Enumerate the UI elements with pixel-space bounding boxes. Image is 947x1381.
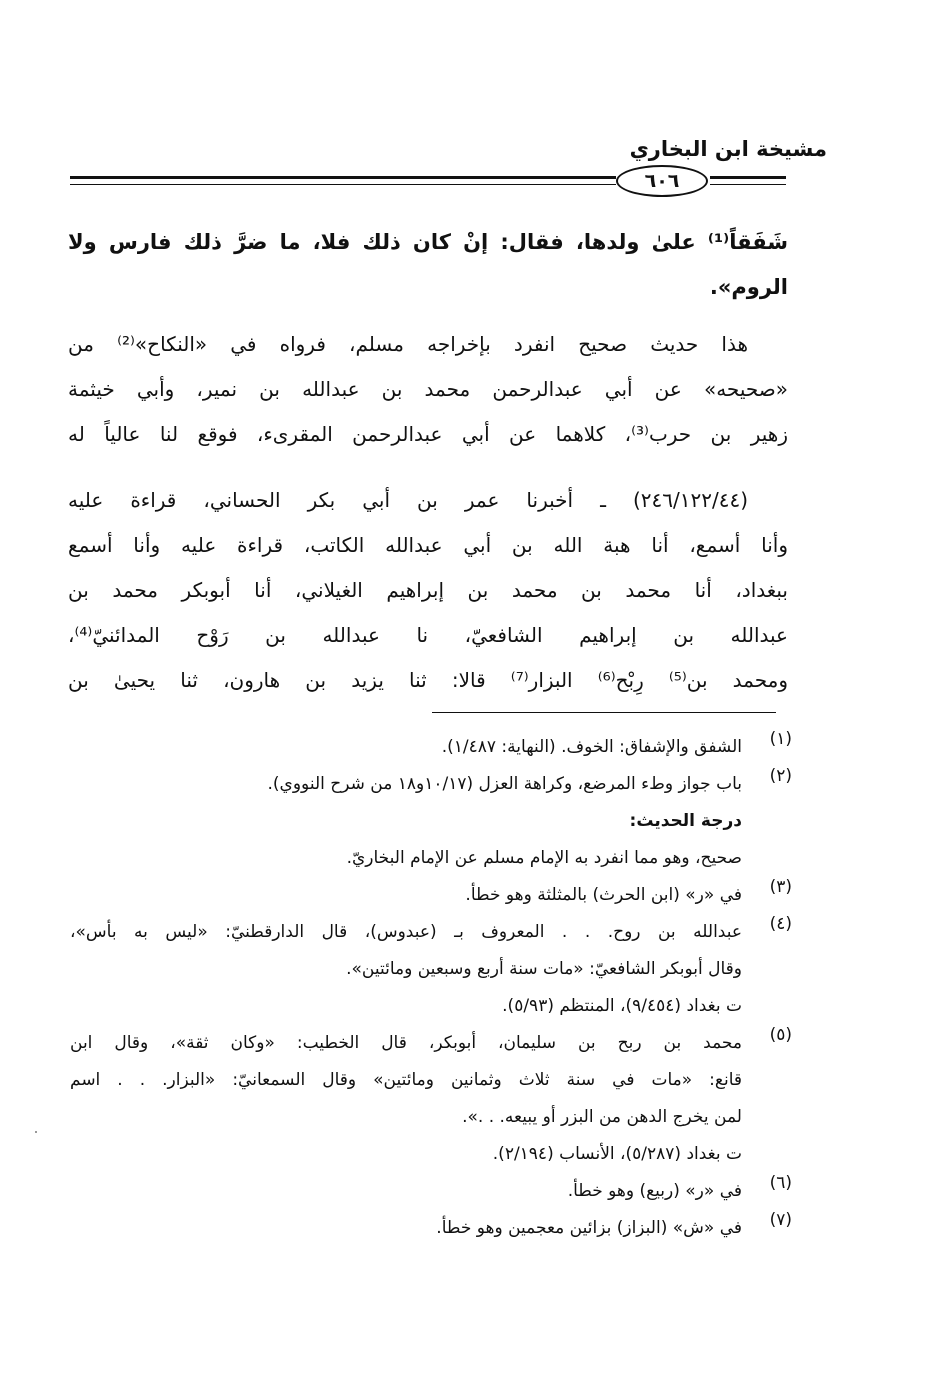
footnote-number: (٢) bbox=[769, 766, 792, 786]
paragraph-hadith-end bbox=[68, 220, 788, 310]
page-number: ٦٠٦ bbox=[616, 165, 708, 197]
footnote-line: صحيح، وهو مما انفرد به الإمام مسلم عن الإمام البخاريّ. bbox=[346, 848, 742, 868]
footnote-6 bbox=[70, 1173, 792, 1210]
footnote-separator bbox=[432, 712, 776, 713]
footnote-number: (٥) bbox=[769, 1025, 792, 1045]
running-header-title: مشيخة ابن البخاري bbox=[629, 137, 827, 161]
footnote-line: في «ر» (ربيع) وهو خطأ. bbox=[567, 1181, 742, 1201]
footnote-line: الشفق والإشفاق: الخوف. (النهاية: ١/٤٨٧). bbox=[441, 737, 742, 757]
footnote-2 bbox=[70, 766, 792, 877]
text-line: هذا حديث صحيح انفرد بإخراجه مسلم، فرواه في «النكاح»⁽²⁾ من bbox=[68, 332, 748, 356]
footnote-line: عبدالله بن روح. . . المعروف بـ (عبدوس)، قال الدارقطنيّ: «ليس به بأس»، bbox=[70, 922, 742, 942]
text-line: وأنا أسمع، أنا هبة الله بن أبي عبدالله الكاتب، قراءة عليه وأنا أسمع bbox=[68, 533, 788, 557]
footnote-line: لمن يخرج الدهن من البزر أو يبيعه. . .». bbox=[462, 1107, 742, 1127]
text-line: الروم». bbox=[709, 275, 788, 299]
footnote-1 bbox=[70, 729, 792, 766]
text-line: شَفَقاً⁽¹⁾ علىٰ ولدها، فقال: إنْ كان ذلك فلا، ما ضرَّ ذلك فارس ولا bbox=[68, 230, 788, 254]
footnote-line: ت بغداد (٩/٤٥٤)، المنتظم (٥/٩٣). bbox=[502, 996, 742, 1016]
header-rule-thin bbox=[70, 184, 616, 185]
paragraph-isnad bbox=[68, 478, 788, 703]
paragraph-commentary bbox=[68, 322, 788, 457]
footnotes bbox=[70, 729, 792, 1247]
footnote-line: قانع: «مات في سنة ثلاث وثمانين ومائتين» وقال السمعانيّ: «البزار. . . اسم bbox=[70, 1070, 742, 1090]
text-line: «صحيحه» عن أبي عبدالرحمن محمد بن عبدالله بن نمير، وأبي خيثمة bbox=[68, 377, 788, 401]
text-line: ببغداد، أنا محمد بن محمد بن إبراهيم الغيلاني، أنا أبوبكر محمد بن bbox=[68, 578, 788, 602]
footnote-5 bbox=[70, 1025, 792, 1173]
footnote-number: (٣) bbox=[769, 877, 792, 897]
footnote-7 bbox=[70, 1210, 792, 1247]
footnote-4 bbox=[70, 914, 792, 1025]
footnote-number: (٧) bbox=[769, 1210, 792, 1230]
footnote-line: ت بغداد (٥/٢٨٧)، الأنساب (٢/١٩٤). bbox=[492, 1144, 742, 1164]
footnote-line: في «ش» (البزاز) بزائين معجمين وهو خطأ. bbox=[436, 1218, 742, 1238]
header-rule-right-thick bbox=[710, 176, 786, 179]
footnote-line: محمد بن ربح بن سليمان، أبوبكر، قال الخطيب: «وكان ثقة»، وقال ابن bbox=[70, 1033, 742, 1053]
header-rule-thick bbox=[70, 176, 616, 179]
footnote-3 bbox=[70, 877, 792, 914]
footnote-number: (٦) bbox=[769, 1173, 792, 1193]
text-line: (٢٤٦/١٢٢/٤٤) ـ أخبرنا عمر بن أبي بكر الحساني، قراءة عليه bbox=[68, 488, 748, 512]
scan-speck bbox=[35, 1131, 37, 1133]
text-line: عبدالله بن إبراهيم الشافعيّ، نا عبدالله بن رَوْح المدائنيّ⁽⁴⁾، bbox=[68, 623, 788, 647]
footnote-line: درجة الحديث: bbox=[629, 811, 742, 831]
footnote-line: باب جواز وطء المرضع، وكراهة العزل (١٠/١٧و١٨ من شرح النووي). bbox=[267, 774, 742, 794]
text-line: ومحمد بن⁽⁵⁾ رِبْح⁽⁶⁾ البزار⁽⁷⁾ قالا: ثنا يزيد بن هارون، ثنا يحيىٰ بن bbox=[68, 668, 788, 692]
footnote-number: (١) bbox=[769, 729, 792, 749]
header-rule-right-thin bbox=[710, 184, 786, 185]
footnote-line: وقال أبوبكر الشافعيّ: «مات سنة أربع وسبعين ومائتين». bbox=[346, 959, 742, 979]
footnote-number: (٤) bbox=[769, 914, 792, 934]
footnote-line: في «ر» (ابن الحرث) بالمثلثة وهو خطأ. bbox=[465, 885, 742, 905]
text-line: زهير بن حرب⁽³⁾، كلاهما عن أبي عبدالرحمن المقرىء، فوقع لنا عالياً له bbox=[68, 422, 788, 446]
